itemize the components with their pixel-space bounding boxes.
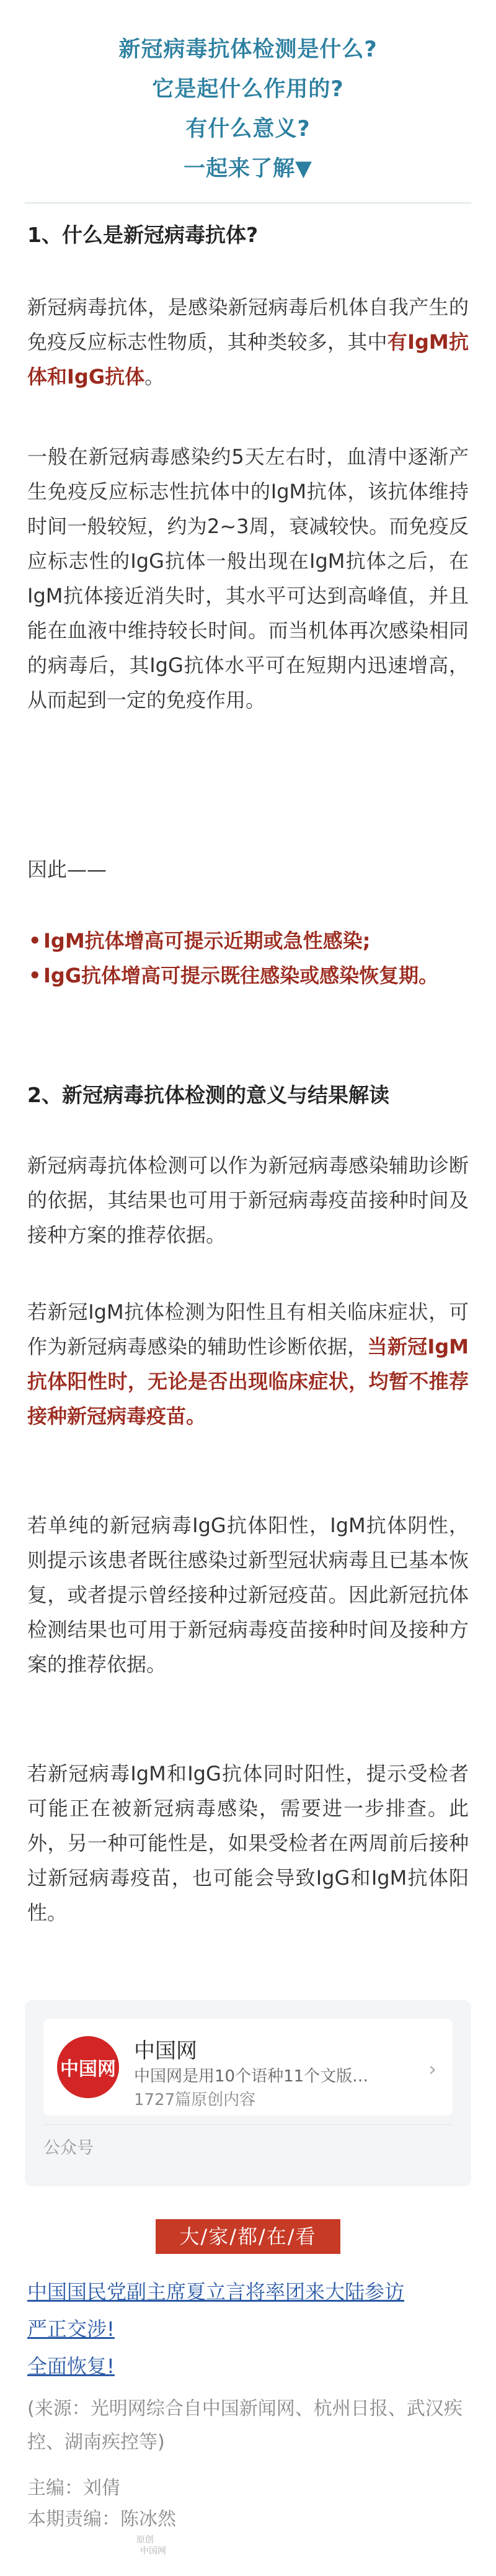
section-2-paragraph-4 <box>27 1756 469 1930</box>
bullet-dot-icon: • <box>29 929 42 953</box>
bullet-dot-icon: • <box>29 964 42 987</box>
account-card-inner[interactable] <box>43 2019 453 2116</box>
account-name: 中国网 <box>134 2039 197 2063</box>
section-2-paragraph-3 <box>27 1508 469 1682</box>
section-2-heading: 2、新冠病毒抗体检测的意义与结果解读 <box>27 1083 389 1107</box>
related-links <box>27 2273 469 2385</box>
s2-p1-text: 新冠病毒抗体检测可以作为新冠病毒感染辅助诊断的依据，其结果也可用于新冠病毒疫苗接种时间及接种方案的推荐依据。 <box>27 1154 469 1247</box>
s1-p1-end: 。 <box>144 365 165 388</box>
bullet-item <box>27 958 469 993</box>
account-card[interactable] <box>25 2000 471 2186</box>
s1-p1-text: 新冠病毒抗体，是感染新冠病毒后机体自我产生的免疫反应标志性物质，其种类较多，其中 <box>27 295 469 354</box>
header-line-3: 有什么意义? <box>185 117 311 141</box>
s2-p4-text: 若新冠病毒IgM和IgG抗体同时阳性，提示受检者可能正在被新冠病毒感染，需要进一步排查。此外，另一种可能性是，如果受检者在两周前后接种过新冠病毒疫苗，也可能会导致IgG和IgM抗体阳性。 <box>27 1762 469 1924</box>
editor-credit: 主编：刘倩 <box>27 2477 120 2499</box>
account-type-label: 公众号 <box>43 2138 94 2158</box>
therefore-text: 因此—— <box>27 858 107 881</box>
related-link[interactable]: 严正交涉! <box>27 2317 115 2341</box>
account-logo-icon: 中国网 <box>57 2036 119 2098</box>
section-2-paragraph-1 <box>27 1148 469 1252</box>
section-2-heading-wrap <box>27 1080 469 1111</box>
bullet-item <box>27 923 469 958</box>
account-article-count: 1727篇原创内容 <box>134 2091 256 2109</box>
bullet-list <box>27 923 469 993</box>
section-1-paragraph-1 <box>27 290 469 394</box>
therefore-wrap <box>27 852 469 887</box>
section-1-heading-wrap <box>27 220 469 251</box>
section-1-heading: 1、什么是新冠病毒抗体? <box>27 223 259 247</box>
credits <box>27 2473 469 2535</box>
header-line-1: 新冠病毒抗体检测是什么? <box>118 37 378 62</box>
chevron-right-icon: › <box>428 2057 436 2081</box>
bullet-list-wrap <box>27 923 469 993</box>
s1-p2-text: 一般在新冠病毒感染约5天左右时，血清中逐渐产生免疫反应标志性抗体中的IgM抗体，该抗体维持时间一般较短，约为2~3周，衰减较快。而免疫反应标志性的IgG抗体一般出现在IgM抗体之后，在IgM抗体接近消失时，其水平可达到高峰值，并且能在血液中维持较长时间。而当机体再次感染相同的病毒后，其IgG抗体水平可在短期内迅速增高，从而起到一定的免疫作用。 <box>27 445 469 712</box>
header-line-2: 它是起什么作用的? <box>152 77 344 102</box>
watermark-line-1: 原创 <box>136 2535 154 2545</box>
section-1-paragraph-2 <box>27 439 469 717</box>
related-link[interactable]: 中国国民党副主席夏立言将率团来大陆参访 <box>27 2280 405 2304</box>
duty-editor-credit: 本期责编：陈冰然 <box>27 2508 176 2530</box>
bullet-item-text: IgM抗体增高可提示近期或急性感染; <box>43 929 371 953</box>
header-divider <box>25 202 471 204</box>
header-line-4: 一起来了解▼ <box>184 156 312 181</box>
everyone-reading-banner: 大/家/都/在/看 <box>156 2219 340 2254</box>
watermark-line-2: 中国网 <box>140 2546 166 2556</box>
s2-p2-highlight: 当新冠IgM抗体阳性时，无论是否出现临床症状，均暂不推荐接种新冠病毒疫苗。 <box>27 1335 469 1428</box>
s2-p2-text: 若新冠IgM抗体检测为阳性且有相关临床症状，可作为新冠病毒感染的辅助性诊断依据， <box>27 1300 469 1358</box>
section-2-paragraph-2 <box>27 1295 469 1434</box>
s2-p3-text: 若单纯的新冠病毒IgG抗体阳性，IgM抗体阴性，则提示该患者既往感染过新型冠状病毒且已基本恢复，或者提示曾经接种过新冠疫苗。因此新冠抗体检测结果也可用于新冠病毒疫苗接种时间及接种方案的推荐依据。 <box>27 1514 469 1676</box>
card-divider <box>43 2124 453 2125</box>
source-note: (来源：光明网综合自中国新闻网、杭州日报、武汉疾控、湖南疾控等) <box>27 2398 463 2453</box>
bullet-item-text: IgG抗体增高可提示既往感染或感染恢复期。 <box>43 964 439 987</box>
account-description: 中国网是用10个语种11个文版… <box>134 2067 369 2086</box>
watermark-logo <box>136 2533 180 2558</box>
s1-p1-highlight: 有IgM抗体和IgG抗体 <box>27 330 469 388</box>
related-link[interactable]: 全面恢复! <box>27 2354 115 2378</box>
header <box>0 0 496 189</box>
